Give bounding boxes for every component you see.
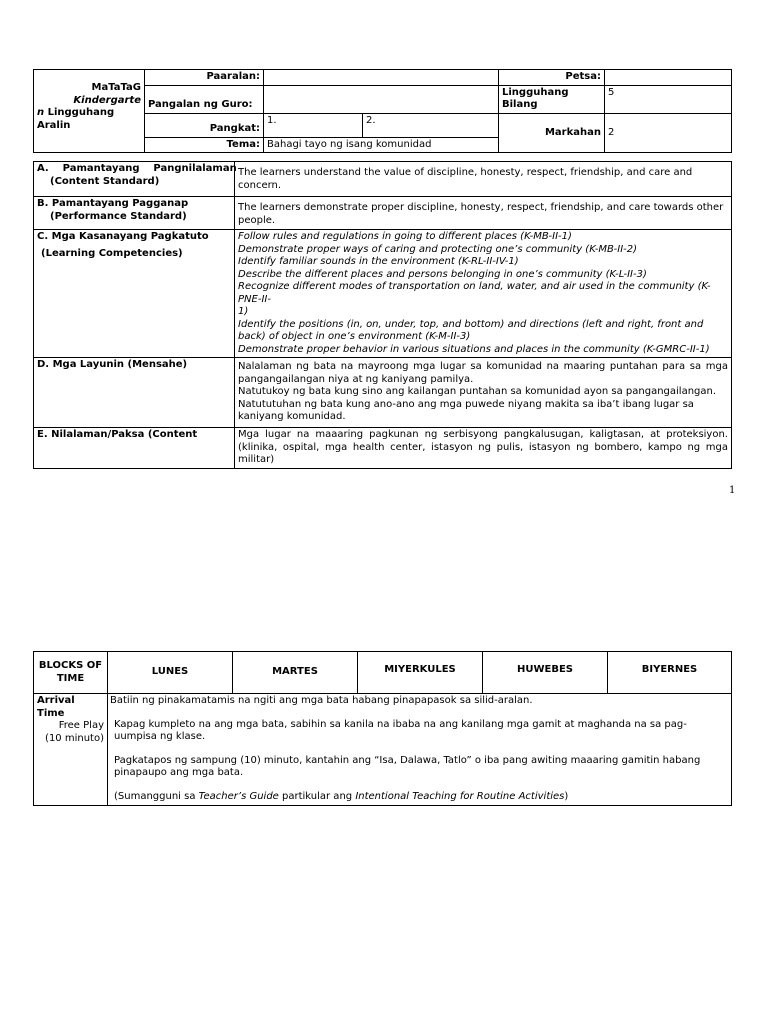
markahan-value[interactable]: 2	[605, 113, 732, 153]
tema-value[interactable]: Bahagi tayo ng isang komunidad	[264, 137, 499, 153]
paaralan-value[interactable]	[264, 70, 499, 86]
arrival-time-instructions	[108, 694, 732, 806]
competency-item: back) of object in one’s environment (K-M-II-3)	[238, 331, 471, 342]
title-line-1: MaTaTaG	[91, 82, 141, 93]
objectives-label: D. Mga Layunin (Mensahe)	[34, 358, 235, 428]
objective-item: Nalalaman ng bata na mayroong mga lugar sa komunidad na maaring puntahan para sa mga pangangailangan niya at ng kaniyang pamilya.	[238, 361, 728, 385]
content-topic-value: Mga lugar na maaaring pagkunan ng serbisyong pangkalusugan, kaligtasan, at proteksiyon. (klinika, ospital, mga health center, istasyon ng pulis, istasyon ng bombero, kampo ng mga militar)	[235, 428, 732, 469]
objectives-list	[235, 358, 732, 428]
pangkat-value-2[interactable]: 2.	[363, 113, 499, 137]
competency-item: Demonstrate proper ways of caring and protecting one’s community (K-MB-II-2)	[238, 243, 638, 255]
arrival-paragraph: Kapag kumpleto na ang mga bata, sabihin sa kanila na ibaba na ang kanilang mga gamit at maghanda na sa pag-uumpisa ng klase.	[114, 718, 687, 742]
header-table	[33, 69, 732, 153]
content-standard-value: The learners understand the value of discipline, honesty, respect, friendship, and care and concern.	[235, 162, 732, 197]
petsa-label: Petsa:	[499, 70, 605, 86]
arrival-paragraph: Pagkatapos ng sampung (10) minuto, kantahin ang “Isa, Dalawa, Tatlo” o iba pang awiting maaaring gamitin habang pinapaupo ang mga bata.	[114, 754, 701, 778]
header-biyernes: BIYERNES	[608, 652, 732, 694]
header-miyerkules: MIYERKULES	[358, 652, 483, 694]
performance-standard-label: B. Pamantayang Pagganap (Performance Standard)	[34, 197, 235, 230]
performance-standard-value: The learners demonstrate proper discipline, honesty, respect, friendship, and care towards other people.	[235, 197, 732, 230]
competency-item: Identify familiar sounds in the environment (K-RL-II-IV-1)	[238, 256, 519, 267]
standards-table	[33, 161, 732, 469]
petsa-value[interactable]	[605, 70, 732, 86]
header-blocks-of-time: BLOCKS OF TIME	[34, 652, 108, 694]
header-martes: MARTES	[233, 652, 358, 694]
objective-item: Natutukoy ng bata kung sino ang kailangan puntahan sa komunidad ayon sa pangangailangan.	[238, 386, 717, 397]
guro-label: Pangalan ng Guro:	[145, 85, 264, 113]
objective-item: Natututuhan ng bata kung ano-ano ang mga puwede niyang makita sa iba’t ibang lugar sa kaniyang komunidad.	[238, 398, 694, 422]
content-standard-label: A. Pamantayang Pangnilalaman (Content Standard)	[34, 162, 235, 197]
pangkat-label: Pangkat:	[145, 113, 264, 137]
guro-value[interactable]	[264, 85, 499, 113]
title-line-4: Aralin	[37, 119, 71, 131]
competency-item: Recognize different modes of transportation on land, water, and air used in the community (K-	[238, 281, 711, 292]
competency-item: 1)	[238, 306, 249, 317]
page-number: 1	[729, 485, 736, 496]
tema-label: Tema:	[145, 137, 264, 153]
arrival-time-label: Arrival Time Free Play (10 minuto)	[34, 694, 108, 806]
schedule-table	[33, 651, 732, 806]
header-lunes: LUNES	[108, 652, 233, 694]
competency-item: Demonstrate proper behavior in various situations and places in the community (K-GMRC-II-1)	[238, 343, 710, 355]
competency-item: Describe the different places and persons belonging in one’s community (K-L-II-3)	[238, 268, 647, 280]
competency-item: Identify the positions (in, on, under, top, and bottom) and directions (left and right, front and	[238, 318, 704, 330]
paaralan-label: Paaralan:	[145, 70, 264, 86]
lingguhang-value[interactable]: 5	[605, 85, 732, 113]
learning-competencies-label: C. Mga Kasanayang Pagkatuto (Learning Competencies)	[34, 230, 235, 358]
lingguhang-label: Lingguhang Bilang	[499, 85, 605, 113]
arrival-reference: (Sumangguni sa Teacher’s Guide partikular ang Intentional Teaching for Routine Activities)	[114, 790, 569, 802]
title-line-2: Kindergarte	[73, 94, 141, 106]
content-topic-label: E. Nilalaman/Paksa (Content	[34, 428, 235, 469]
title-line-3: n Lingguhang	[37, 107, 115, 118]
lesson-title	[34, 70, 145, 153]
competency-item: PNE-II-	[238, 293, 271, 305]
competency-item: Follow rules and regulations in going to different places (K-MB-II-1)	[238, 231, 572, 242]
markahan-label: Markahan	[499, 113, 605, 153]
learning-competencies-list	[235, 230, 732, 358]
header-huwebes: HUWEBES	[483, 652, 608, 694]
arrival-paragraph: Batiin ng pinakamatamis na ngiti ang mga bata habang pinapapasok sa silid-aralan.	[110, 695, 533, 706]
pangkat-value-1[interactable]: 1.	[264, 113, 363, 137]
